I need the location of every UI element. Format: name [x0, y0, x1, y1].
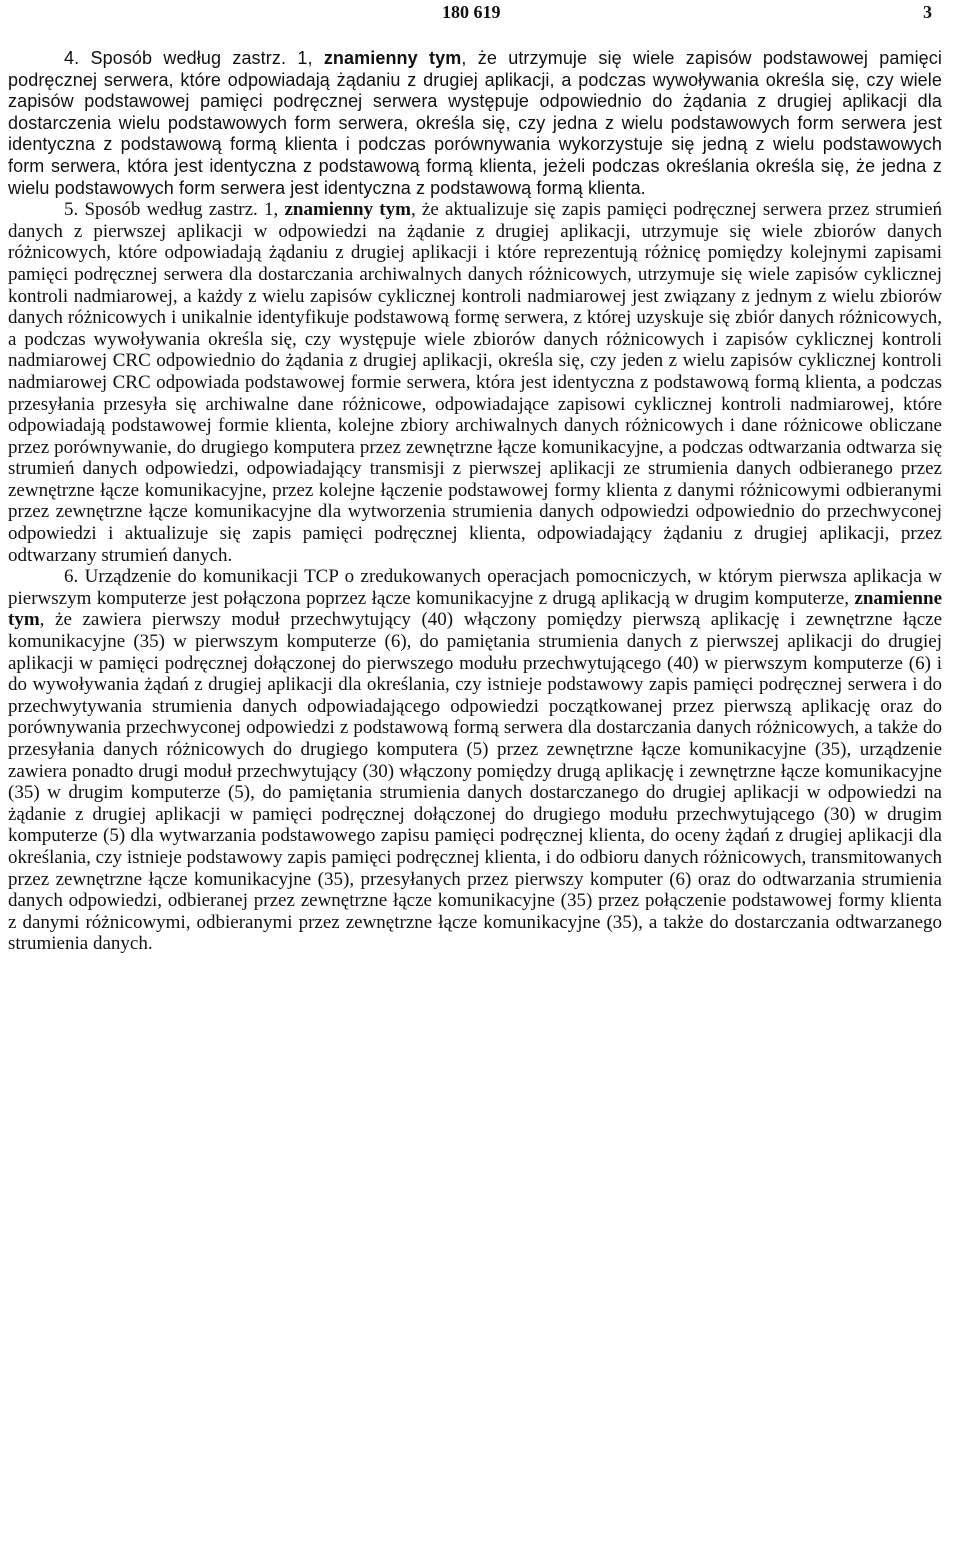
claim-6-emphasis: znamienne tym [8, 587, 942, 631]
claims-section [8, 48, 942, 955]
claim-4-emphasis: znamienny tym [323, 48, 462, 68]
claim-6-lead: 6. Urządzenie do komunikacji TCP o zredukowanych operacjach pomocniczych, w którym pierwsza aplikacja w pierwszym komputerze jest połączona poprzez łącze komunikacyjne z drugą aplikacją w drugim komputerze, [8, 566, 942, 609]
claim-5-body: , że aktualizuje się zapis pamięci podręcznej serwera przez strumień danych z pierwszej aplikacji w odpowiedzi na żądanie z drugiej aplikacji, utrzymuje się wiele zbiorów danych różnicowych, które odpowiadają żądaniu z drugiej aplikacji i które reprezentują różnicę pomiędzy kolejnymi zapisami pamięci podręcznej serwera dla dostarczania archiwalnych danych różnicowych, utrzymuje się wiele zapisów cyklicznej kontroli nadmiarowej, a każdy z wielu zapisów cyklicznej kontroli nadmiarowej jest związany z jednym z wielu zbiorów danych różnicowych i unikalnie identyfikuje podstawową formę serwera, z której uzyskuje się zbiór danych różnicowych, a podczas wywoływania określa się, czy występuje wiele zbiorów danych różnicowych i zapisów cyklicznej kontroli nadmiarowej CRC odpowiednio do żądania z drugiej aplikacji, określa się, czy jeden z wielu zapisów cyklicznej kontroli nadmiarowej CRC odpowiada podstawowej formie serwera, która jest identyczna z podstawową formą klienta, a podczas przesyłania przesyła się archiwalne dane różnicowe, odpowiadające zapisowi cyklicznej kontroli nadmiarowej, które odpowiadają podstawowej formie klienta, kolejne zbiory archiwalnych danych różnicowych i dane różnicowe obliczane przez porównywanie, do drugiego komputera przez zewnętrzne łącze komunikacyjne, a podczas odtwarzania odtwarza się strumień danych odpowiedzi, odpowiadający transmisji z pierwszej aplikacji ze strumienia danych odbieranego przez zewnętrzne łącze komunikacyjne, przez kolejne łączenie podstawowej formy klienta z danymi różnicowymi odbieranymi przez zewnętrzne łącze komunikacyjne dla wytworzenia strumienia danych odpowiedzi odpowiednio do przechwyconej odpowiedzi i aktualizuje się zapis pamięci podręcznej klienta, odpowiadający żądaniu z drugiej aplikacji, przez odtwarzany strumień danych. [8, 199, 943, 566]
claim-5-lead: 5. Sposób według zastrz. 1, [64, 199, 285, 221]
claim-4 [8, 48, 942, 199]
page-header [8, 0, 940, 40]
claim-4-lead: 4. Sposób według zastrz. 1, [64, 48, 324, 68]
claim-6 [8, 566, 942, 955]
claim-5 [8, 199, 942, 566]
page-number: 3 [923, 2, 932, 22]
claim-4-body: , że utrzymuje się wiele zapisów podstawowej pamięci podręcznej serwera, które odpowiadają żądaniu z drugiej aplikacji, a podczas wywoływania określa się, czy wiele zapisów podstawowej pamięci podręcznej serwera występuje odpowiednio do żądania z drugiej aplikacji dla dostarczenia wielu podstawowych form serwera, określa się, czy jedna z wielu podstawowych form serwera jest identyczna z podstawową formą klienta i podczas porównywania wykorzystuje się jedną z wielu podstawowych form serwera, która jest identyczna z podstawową formą klienta, jeżeli podczas określania określa się, że jedna z wielu podstawowych form serwera jest identyczna z podstawową formą klienta. [8, 48, 942, 198]
claim-6-body: , że zawiera pierwszy moduł przechwytujący (40) włączony pomiędzy pierwszą aplikację i zewnętrzne łącze komunikacyjne (35) w pierwszym komputerze (6), do pamiętania strumienia danych z pierwszej aplikacji do drugiej aplikacji w pamięci podręcznej dołączonej do pierwszego modułu przechwytującego (40) w pierwszym komputerze (6) i do wywoływania żądań z drugiej aplikacji dla określania, czy istnieje podstawowy zapis pamięci podręcznej serwera i do przechwytywania strumienia danych odpowiadającego odpowiedzi początkowanej przez pierwszą aplikację oraz do porównywania przechwyconej odpowiedzi z podstawową formą serwera dla dostarczania danych różnicowych, a także do przesyłania danych różnicowych do drugiego komputera (5) przez zewnętrzne łącze komunikacyjne (35), urządzenie zawiera ponadto drugi moduł przechwytujący (30) włączony pomiędzy drugą aplikację i zewnętrzne łącze komunikacyjne (35) w drugim komputerze (5), do pamiętania strumienia danych dostarczanego do drugiej aplikacji w odpowiedzi na żądanie z drugiej aplikacji w pamięci podręcznej dołączonej do drugiego modułu przechwytującego (30) w drugim komputerze (5) dla wytwarzania podstawowego zapisu pamięci podręcznej klienta, do oceny żądań z drugiej aplikacji dla określania, czy istnieje podstawowy zapis pamięci podręcznej klienta, i do odbioru danych różnicowych, transmitowanych przez zewnętrzne łącze komunikacyjne (35), przesyłanych przez pierwszy komputer (6) oraz do odtwarzania strumienia danych odpowiedzi, odbieranej przez zewnętrzne łącze komunikacyjne (35) przez połączenie podstawowej formy klienta z danymi różnicowymi, odbieranymi przez zewnętrzne łącze komunikacyjne (35), a także do dostarczania odtwarzanego strumienia danych. [8, 609, 942, 955]
patent-number: 180 619 [442, 2, 501, 22]
claim-5-emphasis: znamienny tym [284, 199, 411, 221]
